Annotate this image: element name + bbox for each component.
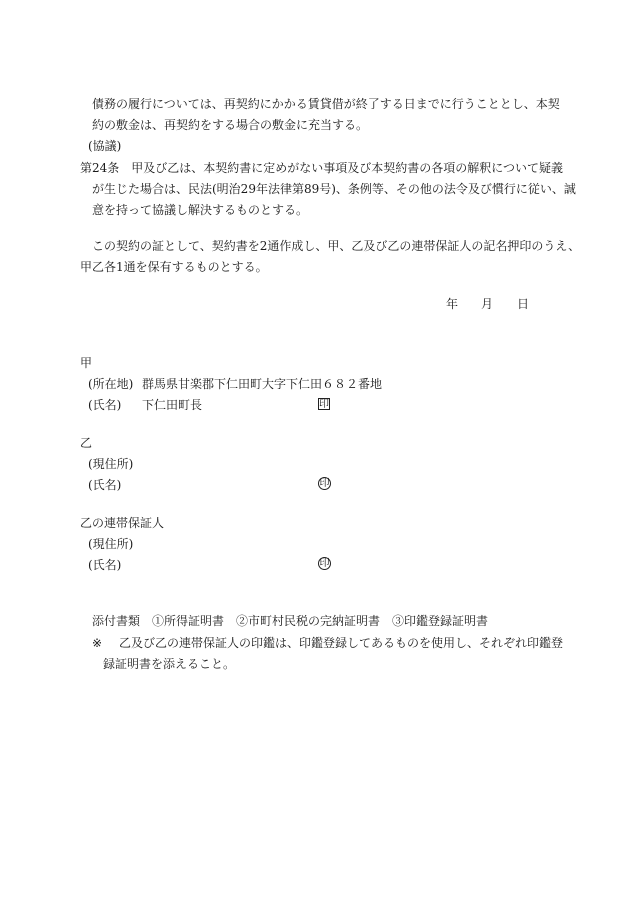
guarantor-title: 乙の連帯保証人 [80,516,165,530]
party-b-title: 乙 [80,436,93,450]
address-value: 群馬県甘楽郡下仁田町大字下仁田６８２番地 [142,377,383,391]
address-label: (所在地) [88,377,134,391]
closing-line: この契約の証として、契約書を2通作成し、甲、乙及び乙の連帯保証人の記名押印のうえ、 [92,239,581,253]
guarantor-name-label: (氏名) [88,558,122,572]
seal-circle-icon: 印 [319,478,330,489]
date-day-label: 日 [517,297,530,311]
party-a-name-row [88,399,202,411]
seal-square-icon: 印 [319,399,329,410]
paragraph-line: 約の敷金は、再契約をする場合の敷金に充当する。 [92,118,369,132]
name-value: 下仁田町長 [142,398,203,412]
article-24-line: 第24条 甲及び乙は、本契約書に定めがない事項及び本契約書の各項の解釈について疑義 [80,161,564,175]
date-year-label: 年 [446,297,459,311]
closing-line: 甲乙各1通を保有するものとする。 [80,260,268,274]
article-caption: (協議) [88,139,122,153]
party-a-address-row [88,378,382,390]
seal-circle-icon: 印 [319,558,330,569]
name-label: (氏名) [88,398,122,412]
guarantor-address-label: (現住所) [88,537,134,551]
attachments-line: 添付書類 ①所得証明書 ②市町村民税の完納証明書 ③印鑑登録証明書 [92,614,489,628]
note-line: 録証明書を添えること。 [103,657,236,671]
paragraph-line: 債務の履行については、再契約にかかる賃貸借が終了する日までに行うこととし、本契 [92,97,560,111]
date-month-label: 月 [481,297,494,311]
party-a-title: 甲 [80,356,93,370]
note-line: 乙及び乙の連帯保証人の印鑑は、印鑑登録してあるものを使用し、それぞれ印鑑登 [119,636,564,650]
article-24-line: が生じた場合は、民法(明治29年法律第89号)、条例等、その他の法令及び慣行に従い、誠 [92,182,576,196]
party-b-name-label: (氏名) [88,478,122,492]
note-mark: ※ [92,636,103,650]
article-24-line: 意を持って協議し解決するものとする。 [92,203,309,217]
party-b-address-label: (現住所) [88,457,134,471]
